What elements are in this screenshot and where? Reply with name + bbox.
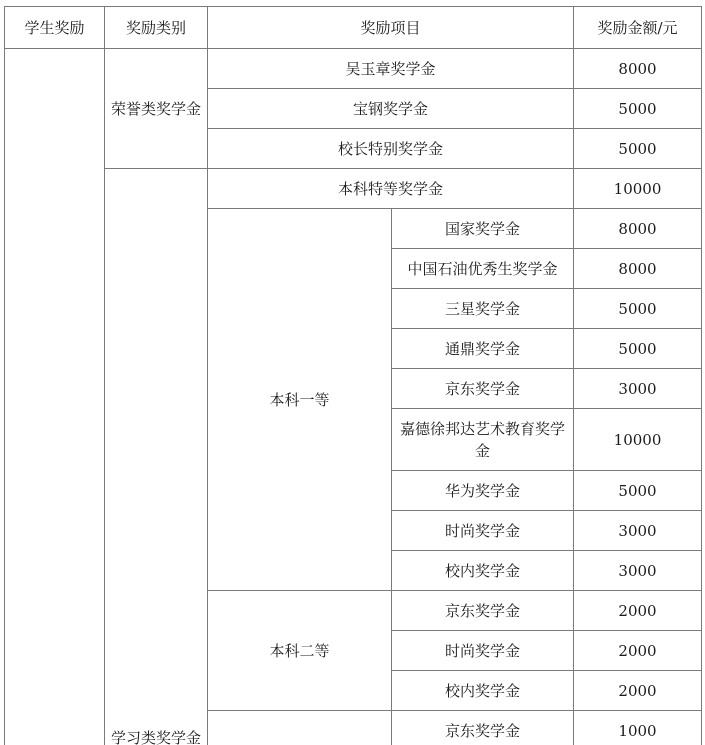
- amount-cell: 3000: [574, 551, 702, 591]
- amount-cell: 3000: [574, 511, 702, 551]
- grade-third-label: [208, 711, 392, 745]
- category-study: 学习类奖学金: [105, 169, 208, 745]
- amount-cell: 5000: [574, 89, 702, 129]
- item-cell: 京东奖学金: [392, 591, 574, 631]
- item-cell: 吴玉章奖学金: [208, 49, 574, 89]
- item-cell: 本科特等奖学金: [208, 169, 574, 209]
- table-row: [5, 169, 702, 209]
- item-cell: 时尚奖学金: [392, 631, 574, 671]
- amount-cell: 5000: [574, 289, 702, 329]
- amount-cell: 2000: [574, 631, 702, 671]
- amount-cell: 10000: [574, 409, 702, 471]
- amount-cell: 5000: [574, 329, 702, 369]
- header-award-item: 奖励项目: [208, 7, 574, 49]
- header-student-award: 学生奖励: [5, 7, 105, 49]
- student-award-cell: [5, 49, 105, 745]
- amount-cell: 2000: [574, 671, 702, 711]
- item-cell: 华为奖学金: [392, 471, 574, 511]
- item-cell: 京东奖学金: [392, 369, 574, 409]
- header-row: [5, 7, 702, 49]
- item-cell: 宝钢奖学金: [208, 89, 574, 129]
- category-honor: 荣誉类奖学金: [105, 49, 208, 169]
- item-cell: 时尚奖学金: [392, 511, 574, 551]
- scholarship-table: [4, 6, 702, 745]
- item-cell: 通鼎奖学金: [392, 329, 574, 369]
- grade-second-label: 本科二等: [208, 591, 392, 711]
- item-cell: 校内奖学金: [392, 671, 574, 711]
- header-award-category: 奖励类别: [105, 7, 208, 49]
- item-cell: 中国石油优秀生奖学金: [392, 249, 574, 289]
- table-row: [5, 49, 702, 89]
- item-cell: 校长特别奖学金: [208, 129, 574, 169]
- header-award-amount: 奖励金额/元: [574, 7, 702, 49]
- amount-cell: 5000: [574, 129, 702, 169]
- amount-cell: 8000: [574, 209, 702, 249]
- grade-first-label: 本科一等: [208, 209, 392, 591]
- item-cell: 校内奖学金: [392, 551, 574, 591]
- amount-cell: 3000: [574, 369, 702, 409]
- amount-cell: 8000: [574, 49, 702, 89]
- item-cell: 三星奖学金: [392, 289, 574, 329]
- amount-cell: 5000: [574, 471, 702, 511]
- amount-cell: 8000: [574, 249, 702, 289]
- item-cell: 嘉德徐邦达艺术教育奖学金: [392, 409, 574, 471]
- amount-cell: 2000: [574, 591, 702, 631]
- item-cell: 京东奖学金: [392, 711, 574, 745]
- amount-cell: 1000: [574, 711, 702, 745]
- item-cell: 国家奖学金: [392, 209, 574, 249]
- amount-cell: 10000: [574, 169, 702, 209]
